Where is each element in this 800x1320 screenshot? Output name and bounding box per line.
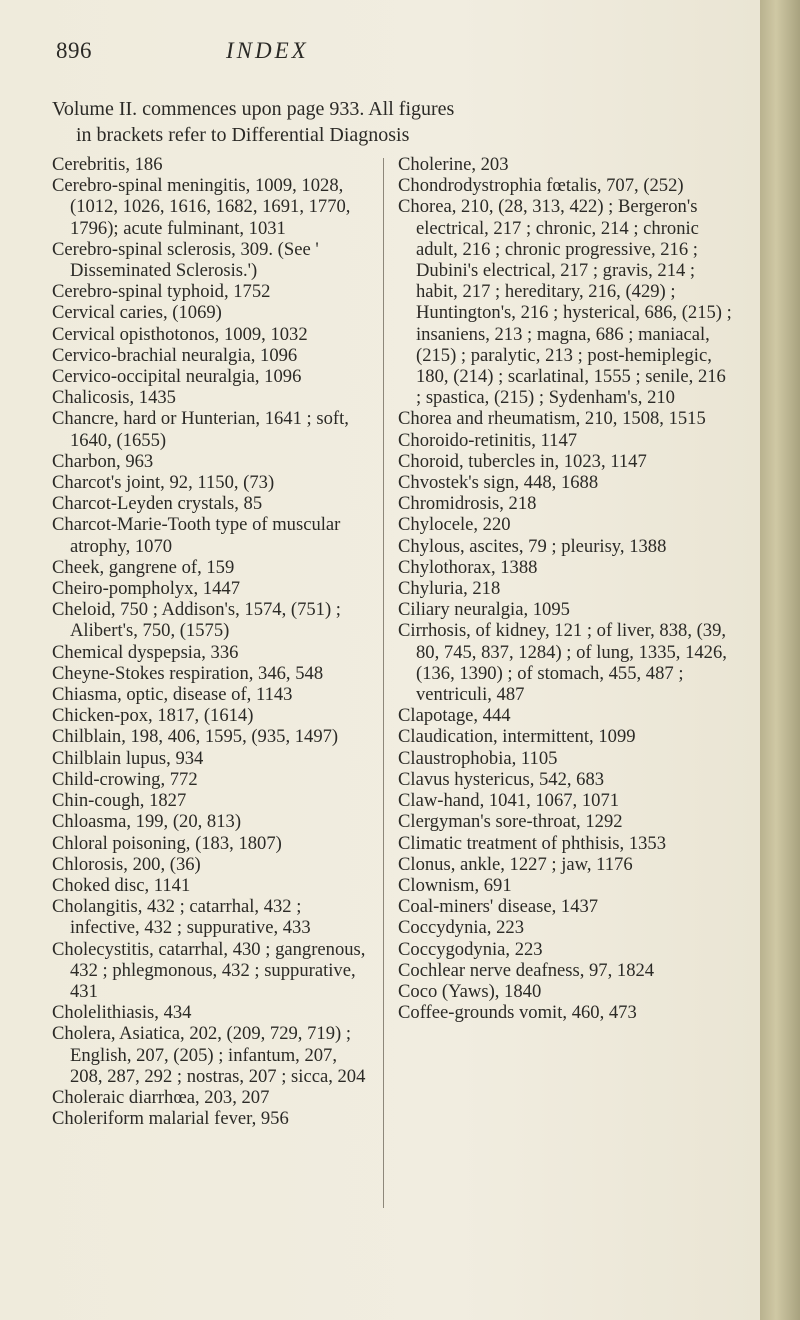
index-entry: Chalicosis, 1435 <box>52 387 176 409</box>
index-entry: Chorea, 210, (28, 313, 422) ; Bergeron's electrical, 217 ; chronic, 214 ; chronic adult, 216 ; chronic progressive, 216 ; Dubini's electrical, 217 ; gravis, 214 ; habit, 217 ; hereditary, 216, (429) ; Huntington's, 216 ; hysterical, 686, (215) ; insaniens, 213 ; magna, 686 ; maniacal, (215) ; paralytic, 213 ; post-hemiplegic, 180, (214) ; scarlatinal, 1555 ; senile, 216 ; spastica, (215) ; Sydenham's, 210 <box>398 196 732 409</box>
index-entry: Choroid, tubercles in, 1023, 1147 <box>398 450 647 472</box>
index-entry: Chlorosis, 200, (36) <box>52 853 201 875</box>
index-entry: Cheiro-pompholyx, 1447 <box>52 578 240 600</box>
index-entry: Claustrophobia, 1105 <box>398 747 558 769</box>
index-entry: Coffee-grounds vomit, 460, 473 <box>398 1002 637 1024</box>
index-entry: Chylothorax, 1388 <box>398 556 538 578</box>
index-column-right <box>398 154 734 1023</box>
index-entry: Charbon, 963 <box>52 450 154 472</box>
index-entry: Child-crowing, 772 <box>52 768 198 790</box>
index-entry: Chvostek's sign, 448, 1688 <box>398 472 599 494</box>
index-entry: Cerebro-spinal meningitis, 1009, 1028, (1012, 1026, 1616, 1682, 1691, 1770, 1796); acute fulminant, 1031 <box>52 175 351 239</box>
notice-line-1: Volume II. commences upon page 933. All figures <box>52 98 455 120</box>
index-entry: Cholecystitis, catarrhal, 430 ; gangrenous, 432 ; phlegmonous, 432 ; suppurative, 431 <box>52 938 366 1002</box>
index-entry: Charcot-Leyden crystals, 85 <box>52 493 263 515</box>
index-entry: Choleriform malarial fever, 956 <box>52 1108 289 1130</box>
index-entry: Cervico-brachial neuralgia, 1096 <box>52 344 298 366</box>
column-divider <box>383 158 384 1208</box>
index-entry: Choleraic diarrhœa, 203, 207 <box>52 1086 270 1108</box>
index-entry: Ciliary neuralgia, 1095 <box>398 599 570 621</box>
index-entry: Cheek, gangrene of, 159 <box>52 556 235 578</box>
index-entry: Clownism, 691 <box>398 874 512 896</box>
index-entry: Cholelithiasis, 434 <box>52 1002 192 1024</box>
index-entry: Cerebro-spinal sclerosis, 309. (See ' Disseminated Sclerosis.') <box>52 238 319 282</box>
index-entry: Chylous, ascites, 79 ; pleurisy, 1388 <box>398 535 667 557</box>
index-entry: Cheloid, 750 ; Addison's, 1574, (751) ; Alibert's, 750, (1575) <box>52 599 341 642</box>
index-entry: Cholerine, 203 <box>398 154 509 175</box>
index-entry: Coal-miners' disease, 1437 <box>398 896 599 918</box>
index-entry: Cerebritis, 186 <box>52 154 163 175</box>
index-entry: Cerebro-spinal typhoid, 1752 <box>52 281 271 303</box>
index-entry: Cholangitis, 432 ; catarrhal, 432 ; infective, 432 ; suppurative, 433 <box>52 896 311 939</box>
index-entry: Climatic treatment of phthisis, 1353 <box>398 832 667 854</box>
page-number: 896 <box>56 38 92 63</box>
running-head <box>56 38 616 68</box>
index-entry: Cirrhosis, of kidney, 121 ; of liver, 838, (39, 80, 745, 837, 1284) ; of lung, 1335, 1426, (136, 1390) ; of stomach, 455, 487 ; ventriculi, 487 <box>398 620 727 706</box>
index-entry: Cervico-occipital neuralgia, 1096 <box>52 366 302 388</box>
index-entry: Charcot's joint, 92, 1150, (73) <box>52 472 275 494</box>
index-entry: Chromidrosis, 218 <box>398 493 537 515</box>
index-entry: Chin-cough, 1827 <box>52 790 187 812</box>
index-entry: Coco (Yaws), 1840 <box>398 980 542 1002</box>
index-entry: Claw-hand, 1041, 1067, 1071 <box>398 790 620 812</box>
index-entry: Choroido-retinitis, 1147 <box>398 429 578 451</box>
index-entry: Cervical opisthotonos, 1009, 1032 <box>52 323 308 345</box>
index-entry: Chemical dyspepsia, 336 <box>52 641 239 663</box>
index-entry: Chiasma, optic, disease of, 1143 <box>52 684 293 706</box>
index-entry: Cervical caries, (1069) <box>52 302 222 324</box>
index-entry: Cheyne-Stokes respiration, 346, 548 <box>52 662 324 684</box>
index-entry: Clonus, ankle, 1227 ; jaw, 1176 <box>398 853 633 875</box>
index-entry: Chloasma, 199, (20, 813) <box>52 811 242 833</box>
index-entry: Claudication, intermittent, 1099 <box>398 726 636 748</box>
index-entry: Charcot-Marie-Tooth type of muscular atrophy, 1070 <box>52 514 341 557</box>
index-entry: Clergyman's sore-throat, 1292 <box>398 811 623 833</box>
index-entry: Chylocele, 220 <box>398 514 511 536</box>
index-entry: Clapotage, 444 <box>398 705 511 727</box>
index-entry: Chicken-pox, 1817, (1614) <box>52 705 254 727</box>
index-entry: Chilblain, 198, 406, 1595, (935, 1497) <box>52 726 339 748</box>
index-entry: Coccydynia, 223 <box>398 917 524 939</box>
index-entry: Choked disc, 1141 <box>52 874 191 896</box>
index-entry: Chloral poisoning, (183, 1807) <box>52 832 282 854</box>
index-entry: Clavus hystericus, 542, 683 <box>398 768 605 790</box>
index-entry: Chyluria, 218 <box>398 578 501 600</box>
index-column-left <box>52 154 368 1129</box>
notice-line-2: in brackets refer to Differential Diagnosis <box>76 124 410 146</box>
volume-notice <box>52 96 702 148</box>
index-entry: Cochlear nerve deafness, 97, 1824 <box>398 959 655 981</box>
index-entry: Coccygodynia, 223 <box>398 938 543 960</box>
index-entry: Chondrodystrophia fœtalis, 707, (252) <box>398 175 684 197</box>
index-entry: Cholera, Asiatica, 202, (209, 729, 719) ; English, 207, (205) ; infantum, 207, 208, 287, 292 ; nostras, 207 ; sicca, 204 <box>52 1023 366 1087</box>
page-title: INDEX <box>226 38 309 63</box>
index-entry: Chancre, hard or Hunterian, 1641 ; soft, 1640, (1655) <box>52 408 349 451</box>
index-entry: Chilblain lupus, 934 <box>52 747 204 769</box>
page-edge <box>760 0 800 1320</box>
index-entry: Chorea and rheumatism, 210, 1508, 1515 <box>398 408 706 430</box>
